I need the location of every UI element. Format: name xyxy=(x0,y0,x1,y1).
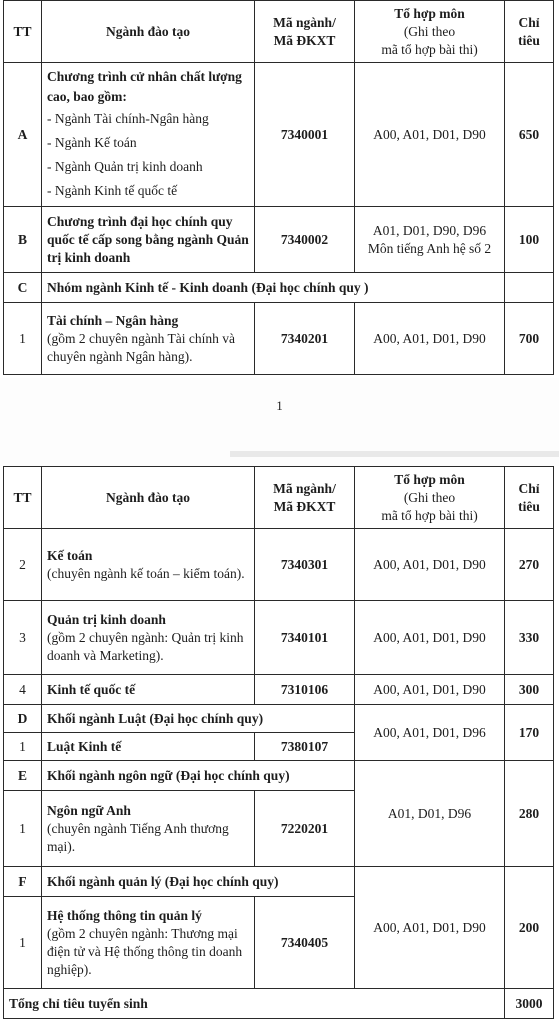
header-ma: Mã ngành/ Mã ĐKXT xyxy=(255,467,355,529)
row-nganh: Chương trình cử nhân chất lượng cao, bao gồm: - Ngành Tài chính-Ngân hàng - Ngành Kế toán - Ngành Quản trị kinh doanh - Ngành Kinh tế quốc tế xyxy=(42,63,255,207)
row-ma: 7340201 xyxy=(255,303,355,375)
row-tt: A xyxy=(4,63,42,207)
page-number: 1 xyxy=(276,398,283,413)
row-tohop: A01, D01, D90, D96 Môn tiếng Anh hệ số 2 xyxy=(355,207,505,273)
row-tt: 3 xyxy=(4,601,42,675)
table-total-row xyxy=(4,989,554,1019)
row-chi: 270 xyxy=(505,529,554,601)
row-tohop: A00, A01, D01, D90 xyxy=(355,303,505,375)
row-chi: 280 xyxy=(505,761,554,867)
table-group-row xyxy=(4,705,554,733)
header-tt: TT xyxy=(4,467,42,529)
row-group-title: Khối ngành ngôn ngữ (Đại học chính quy) xyxy=(42,761,355,791)
row-tt: B xyxy=(4,207,42,273)
table-group-row xyxy=(4,867,554,897)
row-tohop: A00, A01, D01, D90 xyxy=(355,529,505,601)
row-chi: 650 xyxy=(505,63,554,207)
row-chi: 170 xyxy=(505,705,554,761)
header-tohop: Tổ hợp môn (Ghi theo mã tổ hợp bài thi) xyxy=(355,1,505,63)
row-chi xyxy=(505,273,554,303)
row-group-title: Khối ngành quản lý (Đại học chính quy) xyxy=(42,867,355,897)
total-label: Tổng chỉ tiêu tuyển sinh xyxy=(4,989,505,1019)
row-tt: 1 xyxy=(4,791,42,867)
table-row xyxy=(4,63,554,207)
table-row xyxy=(4,303,554,375)
header-chi: Chỉ tiêu xyxy=(505,467,554,529)
row-ma: 7380107 xyxy=(255,733,355,761)
row-tt: E xyxy=(4,761,42,791)
table-row xyxy=(4,675,554,705)
header-nganh: Ngành đào tạo xyxy=(42,1,255,63)
admission-table-page-1 xyxy=(3,0,554,375)
row-nganh: Chương trình đại học chính quy quốc tế cấp song bằng ngành Quản trị kinh doanh xyxy=(42,207,255,273)
admission-table-page-2 xyxy=(3,466,554,1019)
row-tt: C xyxy=(4,273,42,303)
row-group-title: Khối ngành Luật (Đại học chính quy) xyxy=(42,705,355,733)
row-chi: 300 xyxy=(505,675,554,705)
row-ma: 7340405 xyxy=(255,897,355,989)
header-ma: Mã ngành/ Mã ĐKXT xyxy=(255,1,355,63)
row-nganh: Quản trị kinh doanh (gồm 2 chuyên ngành: Quản trị kinh doanh và Marketing). xyxy=(42,601,255,675)
row-chi: 100 xyxy=(505,207,554,273)
table-group-row xyxy=(4,273,554,303)
table-row xyxy=(4,601,554,675)
header-tt: TT xyxy=(4,1,42,63)
row-chi: 200 xyxy=(505,867,554,989)
row-chi: 330 xyxy=(505,601,554,675)
page-divider xyxy=(230,451,559,457)
row-chi: 700 xyxy=(505,303,554,375)
row-tohop: A00, A01, D01, D90 xyxy=(355,675,505,705)
row-nganh: Ngôn ngữ Anh (chuyên ngành Tiếng Anh thương mại). xyxy=(42,791,255,867)
row-tohop: A00, A01, D01, D90 xyxy=(355,601,505,675)
table-row xyxy=(4,529,554,601)
row-ma: 7220201 xyxy=(255,791,355,867)
row-ma: 7340101 xyxy=(255,601,355,675)
row-nganh: Kinh tế quốc tế xyxy=(42,675,255,705)
row-nganh: Tài chính – Ngân hàng (gồm 2 chuyên ngành Tài chính và chuyên ngành Ngân hàng). xyxy=(42,303,255,375)
row-nganh: Hệ thống thông tin quản lý (gồm 2 chuyên ngành: Thương mại điện tử và Hệ thống thông tin doanh nghiệp). xyxy=(42,897,255,989)
total-value: 3000 xyxy=(505,989,554,1019)
table-group-row xyxy=(4,761,554,791)
header-nganh: Ngành đào tạo xyxy=(42,467,255,529)
row-tt: 1 xyxy=(4,303,42,375)
row-ma: 7340301 xyxy=(255,529,355,601)
row-tt: D xyxy=(4,705,42,733)
row-tt: F xyxy=(4,867,42,897)
table-header-row xyxy=(4,1,554,63)
row-tohop: A01, D01, D96 xyxy=(355,761,505,867)
row-ma: 7340002 xyxy=(255,207,355,273)
row-tt: 1 xyxy=(4,897,42,989)
row-tt: 1 xyxy=(4,733,42,761)
row-ma: 7340001 xyxy=(255,63,355,207)
row-ma: 7310106 xyxy=(255,675,355,705)
row-group-title: Nhóm ngành Kinh tế - Kinh doanh (Đại học chính quy ) xyxy=(42,273,505,303)
header-tohop: Tổ hợp môn (Ghi theo mã tổ hợp bài thi) xyxy=(355,467,505,529)
table-row xyxy=(4,207,554,273)
row-nganh: Kế toán (chuyên ngành kế toán – kiểm toán). xyxy=(42,529,255,601)
row-tohop: A00, A01, D01, D96 xyxy=(355,705,505,761)
row-tt: 4 xyxy=(4,675,42,705)
header-chi: Chỉ tiêu xyxy=(505,1,554,63)
row-tohop: A00, A01, D01, D90 xyxy=(355,63,505,207)
row-tohop: A00, A01, D01, D90 xyxy=(355,867,505,989)
row-nganh: Luật Kinh tế xyxy=(42,733,255,761)
row-tt: 2 xyxy=(4,529,42,601)
table-header-row xyxy=(4,467,554,529)
